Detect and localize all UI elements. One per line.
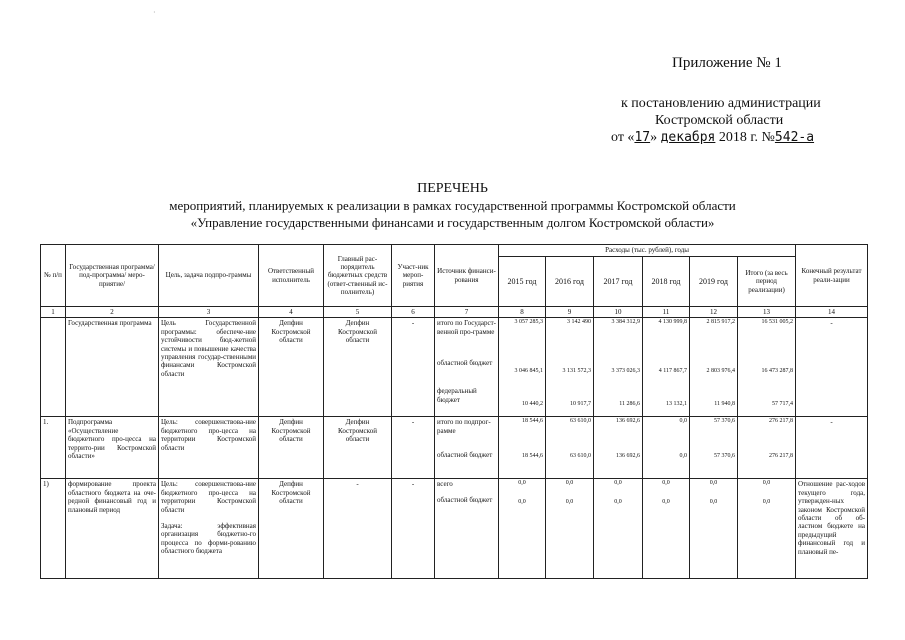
row-program: формирование проекта областного бюджета на оче-редной финансовый год и плановый период: [66, 479, 159, 579]
row-executor: Депфин Костромской области: [259, 318, 324, 417]
resolution-date-line: [611, 130, 814, 146]
row-sources: [435, 318, 499, 417]
source-label: всего: [437, 480, 453, 489]
source-label: областной бюджет: [437, 451, 493, 460]
source-label: федеральный бюджет: [437, 387, 477, 404]
cell-value: 0,0: [679, 453, 687, 460]
cell-value: 13 132,1: [666, 401, 687, 408]
table-row: [41, 417, 868, 479]
task-text: Задача: эффективная организация бюджетно-го процесса по форми-рованию областного бюджета: [161, 521, 256, 556]
header-num: № п/п: [41, 245, 66, 307]
cell-value: 0,0: [762, 480, 771, 487]
row-executor: Депфин Костромской области: [259, 479, 324, 579]
source-label: итого по подпрог-рамме: [437, 418, 491, 435]
col-number: 14: [796, 307, 868, 318]
col-number: 3: [159, 307, 259, 318]
header-expenses: Расходы (тыс. рублей), годы: [499, 245, 796, 257]
source-label: областной бюджет: [437, 496, 493, 505]
cell-value: 3 142 490: [567, 319, 591, 326]
cell-value: 0,0: [662, 480, 670, 487]
table-row: [41, 479, 868, 579]
cell-value: 16 473 287,8: [761, 368, 794, 375]
document-title-line1: мероприятий, планируемых к реализации в рамках государственной программы Костромской области: [169, 198, 736, 213]
appendix-label: Приложение № 1: [672, 55, 782, 71]
cell-value: 136 692,6: [616, 418, 640, 425]
column-number-row: [41, 307, 868, 318]
cell-value: 63 610,0: [570, 418, 591, 425]
cell-value: 0,0: [662, 499, 670, 506]
row-result: -: [796, 417, 868, 479]
row-2016: [546, 318, 594, 417]
row-2016: [546, 479, 594, 579]
row-num: 1): [41, 479, 66, 579]
header-admin: Главный рас-порядитель бюджетных средств (ответ-ственный ис-полнитель): [324, 245, 392, 307]
document-title-line2: «Управление государственными финансами и государственным долгом Костромской области»: [190, 215, 715, 230]
row-num: 1.: [41, 417, 66, 479]
row-sources: [435, 479, 499, 579]
cell-value: 0,0: [709, 480, 718, 487]
row-2019: [690, 417, 738, 479]
row-2018: [643, 318, 690, 417]
row-total: [738, 318, 796, 417]
cell-value: 10 917,7: [570, 401, 591, 408]
goal-text: Цель: совершенствова-ние бюджетного про-цесса на территории Костромской области: [161, 480, 256, 514]
row-program: Государственная программа: [66, 318, 159, 417]
header-row-1: [41, 245, 868, 257]
cell-value: 0,0: [565, 499, 574, 506]
date-prefix: от «: [611, 130, 635, 145]
row-2018: [643, 417, 690, 479]
region-line: Костромской области: [655, 113, 784, 128]
cell-value: 3 373 026,3: [611, 368, 640, 375]
resolution-number: 542-а: [774, 130, 815, 145]
col-number: 10: [594, 307, 643, 318]
col-number: 7: [435, 307, 499, 318]
cell-value: 10 440,2: [522, 401, 543, 408]
row-2017: [594, 417, 643, 479]
cell-value: 57 370,6: [714, 453, 735, 460]
cell-value: 0,0: [614, 499, 622, 506]
cell-value: 57 717,4: [772, 401, 794, 408]
col-number: 9: [546, 307, 594, 318]
col-number: 5: [324, 307, 392, 318]
cell-value: 0,0: [762, 499, 771, 506]
date-mid: »: [650, 130, 658, 145]
source-label: областной бюджет: [437, 359, 493, 368]
cell-value: 16 531 005,2: [761, 319, 794, 326]
header-total: Итого (за весь период реализации): [738, 257, 796, 307]
col-number: 8: [499, 307, 546, 318]
row-2018: [643, 479, 690, 579]
row-2019: [690, 318, 738, 417]
header-source: Источник финанси-рования: [435, 245, 499, 307]
row-program: Подпрограмма «Осуществление бюджетного про-цесса на террито-рии Костромской области»: [66, 417, 159, 479]
header-participant: Участ-ник мероп-риятия: [392, 245, 435, 307]
cell-value: 3 131 572,3: [562, 368, 591, 375]
cell-value: 3 046 845,1: [514, 368, 543, 375]
cell-value: 3 057 285,3: [514, 319, 543, 326]
row-executor: Депфин Костромской области: [259, 417, 324, 479]
cell-value: 0,0: [518, 499, 526, 506]
col-number: 11: [643, 307, 690, 318]
document-heading: ПЕРЕЧЕНЬ: [417, 181, 488, 196]
col-number: 1: [41, 307, 66, 318]
row-2015: [499, 318, 546, 417]
cell-value: 136 692,6: [616, 453, 640, 460]
col-number: 12: [690, 307, 738, 318]
header-2019: 2019 год: [690, 257, 738, 307]
row-2017: [594, 318, 643, 417]
resolution-line: к постановлению администрации: [621, 96, 821, 111]
cell-value: 4 130 999,8: [658, 319, 687, 326]
header-2018: 2018 год: [643, 257, 690, 307]
col-number: 6: [392, 307, 435, 318]
row-goal: Цель: совершенствова-ние бюджетного про-цесса на территории Костромской области: [159, 417, 259, 479]
date-month: декабря: [660, 130, 716, 145]
row-total: [738, 479, 796, 579]
row-num: [41, 318, 66, 417]
cell-value: 11 286,6: [619, 401, 640, 408]
row-result: -: [796, 318, 868, 417]
row-participant: -: [392, 318, 435, 417]
cell-value: 0,0: [679, 418, 687, 425]
col-number: 2: [66, 307, 159, 318]
row-admin: Депфин Костромской области: [324, 417, 392, 479]
cell-value: 11 940,8: [714, 401, 735, 408]
row-participant: -: [392, 417, 435, 479]
measures-table: [40, 244, 868, 579]
header-executor: Ответственный исполнитель: [259, 245, 324, 307]
header-2016: 2016 год: [546, 257, 594, 307]
scan-speck: ·: [153, 8, 156, 17]
cell-value: 63 610,0: [570, 453, 591, 460]
row-admin: -: [324, 479, 392, 579]
cell-value: 276 217,8: [769, 418, 794, 425]
header-result: Конечный результат реали-зации: [796, 245, 868, 307]
header-2015: 2015 год: [499, 257, 546, 307]
source-label: итого по Государст-венной про-грамме: [437, 319, 497, 336]
cell-value: 276 217,8: [769, 453, 794, 460]
cell-value: 0,0: [614, 480, 622, 487]
header-2017: 2017 год: [594, 257, 643, 307]
row-total: [738, 417, 796, 479]
row-participant: -: [392, 479, 435, 579]
cell-value: 0,0: [709, 499, 718, 506]
header-program: Государственная программа/ под-программа/ меро-приятие/: [66, 245, 159, 307]
cell-value: 18 544,6: [522, 453, 543, 460]
row-goal: Цель Государственной программы: обеспече-ние устойчивости бюд-жетной системы и повышение качества управления государ-ственными финансами Костромской области: [159, 318, 259, 417]
row-2017: [594, 479, 643, 579]
col-number: 13: [738, 307, 796, 318]
row-goal: [159, 479, 259, 579]
cell-value: 18 544,6: [522, 418, 543, 425]
cell-value: 0,0: [518, 480, 526, 487]
cell-value: 0,0: [565, 480, 574, 487]
row-2015: [499, 479, 546, 579]
cell-value: 2 815 917,2: [706, 319, 735, 326]
row-sources: [435, 417, 499, 479]
cell-value: 57 370,6: [714, 418, 735, 425]
cell-value: 3 384 312,9: [611, 319, 640, 326]
row-2015: [499, 417, 546, 479]
header-goal: Цель, задача подпро-граммы: [159, 245, 259, 307]
row-2019: [690, 479, 738, 579]
date-year: 2018 г. №: [718, 130, 775, 145]
row-2016: [546, 417, 594, 479]
table-row: [41, 318, 868, 417]
date-day: 17: [634, 130, 651, 145]
cell-value: 4 117 867,7: [658, 368, 687, 375]
row-admin: Депфин Костромской области: [324, 318, 392, 417]
cell-value: 2 803 976,4: [706, 368, 735, 375]
col-number: 4: [259, 307, 324, 318]
row-result: Отношение рас-ходов текущего года, утвержден-ных законом Костромской области об об-ластном бюджете на предыдущий финансовый год и плановый пе-: [796, 479, 868, 579]
